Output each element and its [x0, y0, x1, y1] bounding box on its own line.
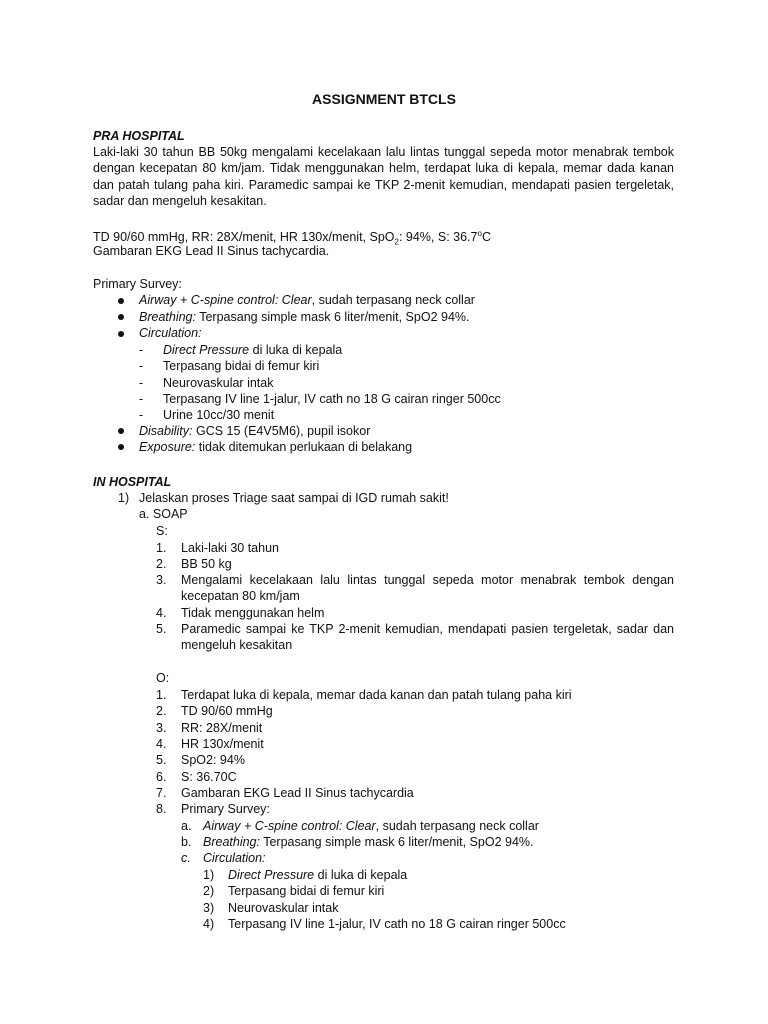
question-number: 1): [118, 491, 130, 505]
list-item: Mengalami kecelakaan lalu lintas tunggal sepeda motor menabrak tembok dengan kecepatan 80 km/jam: [181, 573, 674, 604]
list-number: 1): [203, 868, 215, 882]
vitals-superscript: o: [477, 229, 482, 238]
circulation-item-text: di luka di kepala: [249, 343, 343, 357]
list-number: 3.: [156, 720, 167, 735]
circulation-item: [163, 375, 273, 391]
vitals-subscript: 2: [394, 237, 399, 247]
breathing-line: [139, 309, 470, 325]
list-number: 3.: [156, 573, 167, 587]
bullet-icon: [118, 314, 124, 320]
breathing-rest: Terpasang simple mask 6 liter/menit, SpO2 94%.: [195, 310, 470, 324]
airway-clear: Clear: [281, 293, 312, 307]
ps-circulation-label: Circulation:: [203, 851, 266, 865]
exposure-rest: tidak ditemukan perlukaan di belakang: [195, 440, 413, 454]
ps-breathing-line: [203, 834, 534, 850]
ps-circulation-item-text: Terpasang bidai di femur kiri: [228, 884, 385, 899]
subjective-label: S:: [156, 524, 168, 538]
list-item: SpO2: 94%: [181, 753, 245, 768]
question-text: Jelaskan proses Triage saat sampai di IGD rumah sakit!: [139, 491, 449, 505]
circulation-item-italic: Direct Pressure: [163, 343, 250, 357]
list-item: Laki-laki 30 tahun: [181, 541, 279, 555]
ps-a-number: a.: [181, 819, 192, 833]
list-number: 2.: [156, 557, 167, 571]
list-number: 5.: [156, 753, 167, 768]
circulation-item: [163, 407, 274, 423]
exposure-label: Exposure:: [139, 440, 196, 454]
ps-breathing-label: Breathing:: [203, 835, 260, 849]
bullet-icon: [118, 331, 124, 337]
list-item: RR: 28X/menit: [181, 720, 263, 735]
circulation-item-text: Terpasang IV line 1-jalur, IV cath no 18 G cairan ringer 500cc: [163, 391, 501, 406]
list-item: S: 36.70C: [181, 769, 237, 784]
ekg-line: Gambaran EKG Lead II Sinus tachycardia.: [93, 244, 330, 258]
primary-survey-heading: Primary Survey:: [93, 277, 182, 291]
ps-circulation-item: [228, 883, 384, 899]
ps-b-number: b.: [181, 835, 192, 849]
list-number: 2.: [156, 704, 167, 719]
circulation-item-text: Neurovaskular intak: [163, 375, 274, 390]
circulation-label: Circulation:: [139, 326, 202, 340]
disability-line: [139, 423, 370, 439]
list-item: Gambaran EKG Lead II Sinus tachycardia: [181, 785, 414, 800]
list-number: 4.: [156, 736, 167, 751]
vitals-text-c: C: [481, 230, 491, 245]
circulation-item-text: Terpasang bidai di femur kiri: [163, 359, 320, 374]
breathing-label: Breathing:: [139, 310, 196, 324]
dash-marker: -: [139, 375, 144, 390]
ps-circulation-item-italic: Direct Pressure: [228, 868, 315, 882]
soap-heading: a. SOAP: [139, 507, 188, 521]
circulation-item: [163, 391, 501, 407]
ps-airway-clear: Clear: [345, 819, 376, 833]
dash-marker: -: [139, 391, 144, 406]
circulation-item: [163, 358, 319, 374]
list-number: 5.: [156, 622, 167, 636]
list-number: 6.: [156, 769, 167, 784]
ps-airway-label: Airway + C-spine control:: [203, 819, 343, 833]
ps-circulation-item: [228, 900, 338, 916]
exposure-line: [139, 439, 412, 455]
vitals-text-a: TD 90/60 mmHg, RR: 28X/menit, HR 130x/menit, SpO: [93, 230, 395, 245]
list-number: 4): [203, 916, 215, 931]
vitals-text-b: : 94%, S: 36.7: [398, 230, 478, 245]
list-item: HR 130x/menit: [181, 736, 264, 751]
ps-airway-line: [203, 818, 539, 834]
disability-rest: GCS 15 (E4V5M6), pupil isokor: [192, 424, 371, 438]
airway-rest: , sudah terpasang neck collar: [311, 293, 475, 307]
ps-circulation-item: [228, 867, 407, 883]
list-item: Paramedic sampai ke TKP 2-menit kemudian, mendapati pasien tergeletak, sadar dan mengeluh kesakitan: [181, 622, 674, 653]
list-item: Primary Survey:: [181, 802, 270, 817]
list-item: BB 50 kg: [181, 557, 232, 571]
list-number: 4.: [156, 606, 167, 620]
ps-circulation-item: [228, 916, 566, 932]
airway-line: [139, 292, 475, 308]
ps-circulation-item-text: Terpasang IV line 1-jalur, IV cath no 18 G cairan ringer 500cc: [228, 916, 566, 931]
list-number: 3): [203, 900, 215, 915]
ps-circulation-item-text: Neurovaskular intak: [228, 900, 339, 915]
list-number: 2): [203, 884, 215, 899]
ps-circulation-item-text: di luka di kepala: [314, 868, 408, 882]
dash-marker: -: [139, 343, 144, 357]
circulation-item: [163, 342, 342, 358]
disability-label: Disability:: [139, 424, 193, 438]
pra-hospital-heading: PRA HOSPITAL: [93, 129, 185, 143]
bullet-icon: [118, 428, 124, 434]
ps-airway-rest: , sudah terpasang neck collar: [375, 819, 539, 833]
list-item: Tidak menggunakan helm: [181, 606, 325, 620]
list-number: 1.: [156, 688, 167, 702]
list-number: 1.: [156, 541, 167, 555]
airway-label: Airway + C-spine control:: [139, 293, 279, 307]
list-number: 7.: [156, 785, 167, 800]
dash-marker: -: [139, 408, 144, 423]
objective-label: O:: [156, 671, 170, 685]
bullet-icon: [118, 298, 124, 304]
bullet-icon: [118, 444, 124, 450]
ps-c-number: c.: [181, 851, 191, 865]
page-title: ASSIGNMENT BTCLS: [312, 91, 456, 107]
list-item: TD 90/60 mmHg: [181, 704, 273, 719]
in-hospital-heading: IN HOSPITAL: [93, 475, 172, 489]
ps-breathing-rest: Terpasang simple mask 6 liter/menit, SpO2 94%.: [259, 835, 534, 849]
list-number: 8.: [156, 802, 167, 817]
pra-hospital-paragraph: Laki-laki 30 tahun BB 50kg mengalami kecelakaan lalu lintas tunggal sepeda motor menabrak tembok dengan kecepatan 80 km/jam. Tidak menggunakan helm, terdapat luka di kepala, memar dada kanan dan patah tulang paha kiri. Paramedic sampai ke TKP 2-menit kemudian, mendapati pasien tergeletak, sadar dan mengeluh kesakitan.: [93, 145, 674, 208]
dash-marker: -: [139, 359, 144, 374]
list-item: Terdapat luka di kepala, memar dada kanan dan patah tulang paha kiri: [181, 688, 572, 702]
circulation-item-text: Urine 10cc/30 menit: [163, 408, 275, 423]
